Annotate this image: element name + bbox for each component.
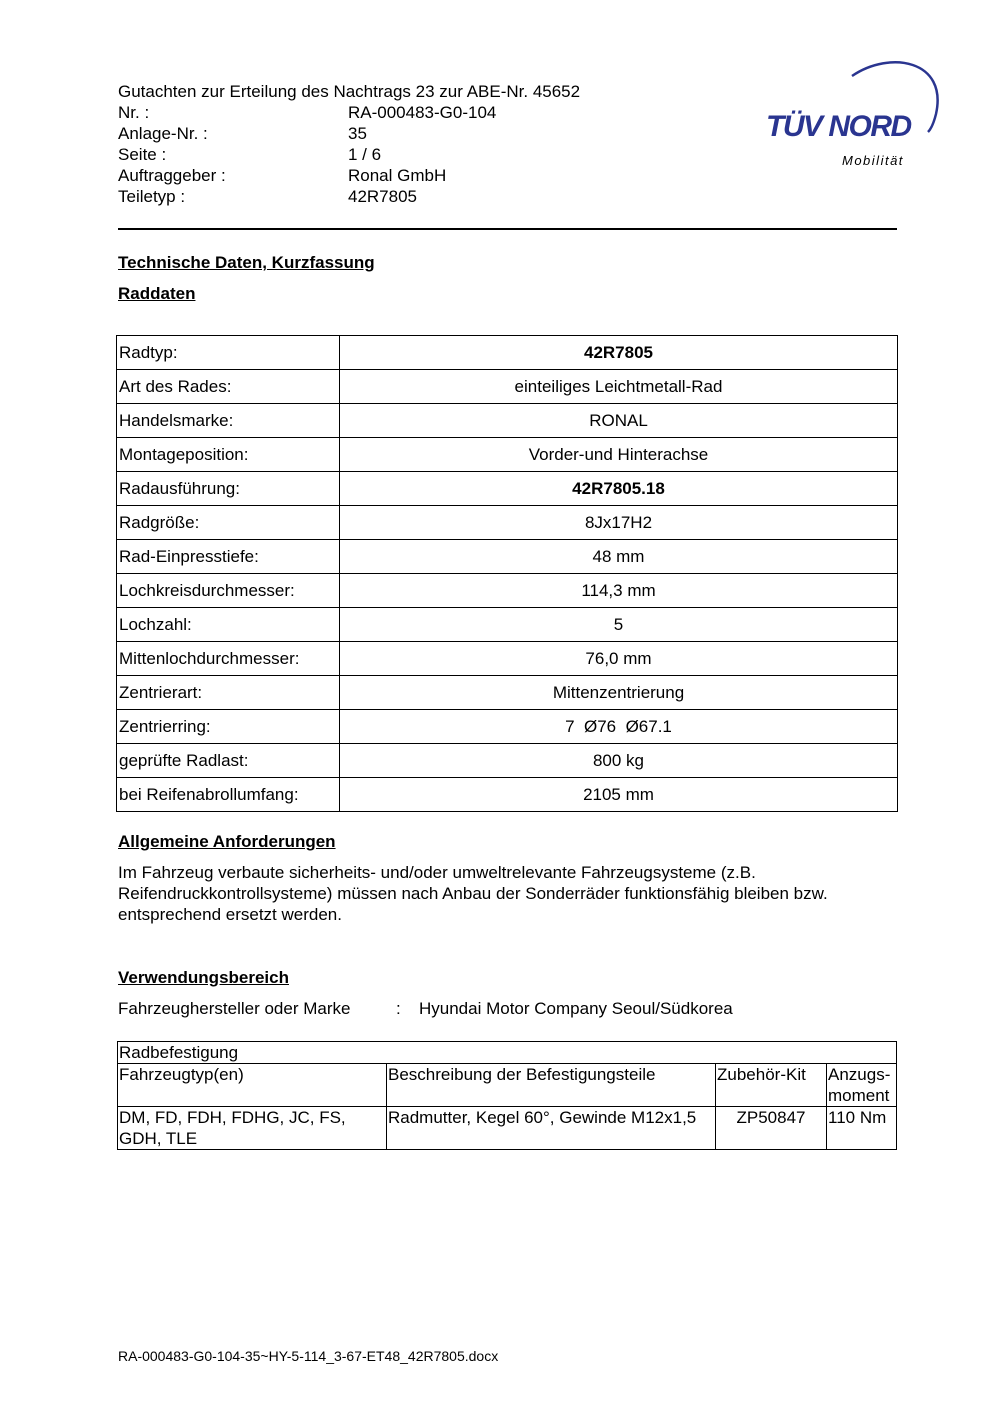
cell-kit: ZP50847 <box>716 1107 827 1150</box>
verwendung-value: Hyundai Motor Company Seoul/Südkorea <box>419 999 733 1018</box>
row-key: Radausführung: <box>117 472 340 506</box>
header-label-auftraggeber: Auftraggeber : <box>118 166 226 185</box>
table-row <box>117 540 898 574</box>
row-key: Radgröße: <box>117 506 340 540</box>
row-value: einteiliges Leichtmetall-Rad <box>340 370 898 404</box>
logo-text: TÜV NORD <box>766 110 911 143</box>
tuv-nord-logo <box>760 56 945 176</box>
row-key: Handelsmarke: <box>117 404 340 438</box>
row-key: Radtyp: <box>117 336 340 370</box>
cell-vehicle-types: DM, FD, FDH, FDHG, JC, FS, GDH, TLE <box>118 1107 387 1150</box>
section-heading-tech: Technische Daten, Kurzfassung <box>118 253 375 272</box>
table-row <box>117 472 898 506</box>
row-value: Mittenzentrierung <box>340 676 898 710</box>
cell-torque: 110 Nm <box>827 1107 897 1150</box>
section-heading-raddaten: Raddaten <box>118 284 196 303</box>
table-row <box>117 404 898 438</box>
header-value-auftraggeber: Ronal GmbH <box>348 166 447 185</box>
report-title: Gutachten zur Erteilung des Nachtrags 23 zur ABE-Nr. 45652 <box>118 82 581 101</box>
footer-filename: RA-000483-G0-104-35~HY-5-114_3-67-ET48_42R7805.docx <box>118 1348 499 1364</box>
row-key: Rad-Einpresstiefe: <box>117 540 340 574</box>
row-value: 76,0 mm <box>340 642 898 676</box>
table-row <box>118 1064 897 1107</box>
table-row <box>117 744 898 778</box>
table-row <box>117 608 898 642</box>
fixing-table <box>117 1041 897 1150</box>
header-label-anlage: Anlage-Nr. : <box>118 124 208 143</box>
table-row <box>118 1107 897 1150</box>
row-key: Mittenlochdurchmesser: <box>117 642 340 676</box>
allgemein-paragraph: Im Fahrzeug verbaute sicherheits- und/oder umweltrelevante Fahrzeugsysteme (z.B. Reifendruckkontrollsysteme) müssen nach Anbau der Sonderräder funktionsfähig bleiben bzw. entsprechend ersetzt werden. <box>118 863 828 924</box>
section-heading-verwendung: Verwendungsbereich <box>118 968 289 987</box>
row-value: 5 <box>340 608 898 642</box>
header-cell: Anzugs-moment <box>827 1064 897 1107</box>
row-value: RONAL <box>340 404 898 438</box>
row-key: Montageposition: <box>117 438 340 472</box>
row-key: Lochkreisdurchmesser: <box>117 574 340 608</box>
table-row <box>117 642 898 676</box>
header-value-teiletyp: 42R7805 <box>348 187 418 206</box>
header-divider <box>118 228 897 230</box>
table-row <box>117 336 898 370</box>
row-value: 42R7805 <box>340 336 898 370</box>
table-row <box>117 370 898 404</box>
header-cell: Fahrzeugtyp(en) <box>118 1064 387 1107</box>
logo-arc-icon <box>760 56 945 176</box>
row-value: 8Jx17H2 <box>340 506 898 540</box>
row-key: Zentrierart: <box>117 676 340 710</box>
logo-subtext: Mobilität <box>842 153 904 168</box>
table-row <box>117 438 898 472</box>
header-label-nr: Nr. : <box>118 103 150 122</box>
row-value: 48 mm <box>340 540 898 574</box>
table-row <box>117 710 898 744</box>
row-key: Lochzahl: <box>117 608 340 642</box>
row-value: 114,3 mm <box>340 574 898 608</box>
row-value: 800 kg <box>340 744 898 778</box>
wheel-data-table <box>116 335 898 812</box>
row-value: 7 Ø76 Ø67.1 <box>340 710 898 744</box>
header-value-nr: RA-000483-G0-104 <box>348 103 497 122</box>
row-key: Art des Rades: <box>117 370 340 404</box>
table-row <box>117 778 898 812</box>
header-value-seite: 1 / 6 <box>348 145 382 164</box>
verwendung-label: Fahrzeughersteller oder Marke <box>118 999 351 1018</box>
table-row <box>117 506 898 540</box>
header-value-anlage: 35 <box>348 124 367 143</box>
header-label-seite: Seite : <box>118 145 167 164</box>
table-row <box>117 676 898 710</box>
row-value: 42R7805.18 <box>340 472 898 506</box>
table-row <box>117 574 898 608</box>
verwendung-separator: : <box>396 999 401 1018</box>
header-cell: Beschreibung der Befestigungsteile <box>387 1064 716 1107</box>
row-key: bei Reifenabrollumfang: <box>117 778 340 812</box>
row-key: Zentrierring: <box>117 710 340 744</box>
section-heading-allgemein: Allgemeine Anforderungen <box>118 832 336 851</box>
header-cell: Zubehör-Kit <box>716 1064 827 1107</box>
table-row <box>118 1042 897 1064</box>
header-label-teiletyp: Teiletyp : <box>118 187 186 206</box>
row-key: geprüfte Radlast: <box>117 744 340 778</box>
fixing-table-title: Radbefestigung <box>118 1042 897 1064</box>
cell-description: Radmutter, Kegel 60°, Gewinde M12x1,5 <box>387 1107 716 1150</box>
row-value: 2105 mm <box>340 778 898 812</box>
row-value: Vorder-und Hinterachse <box>340 438 898 472</box>
